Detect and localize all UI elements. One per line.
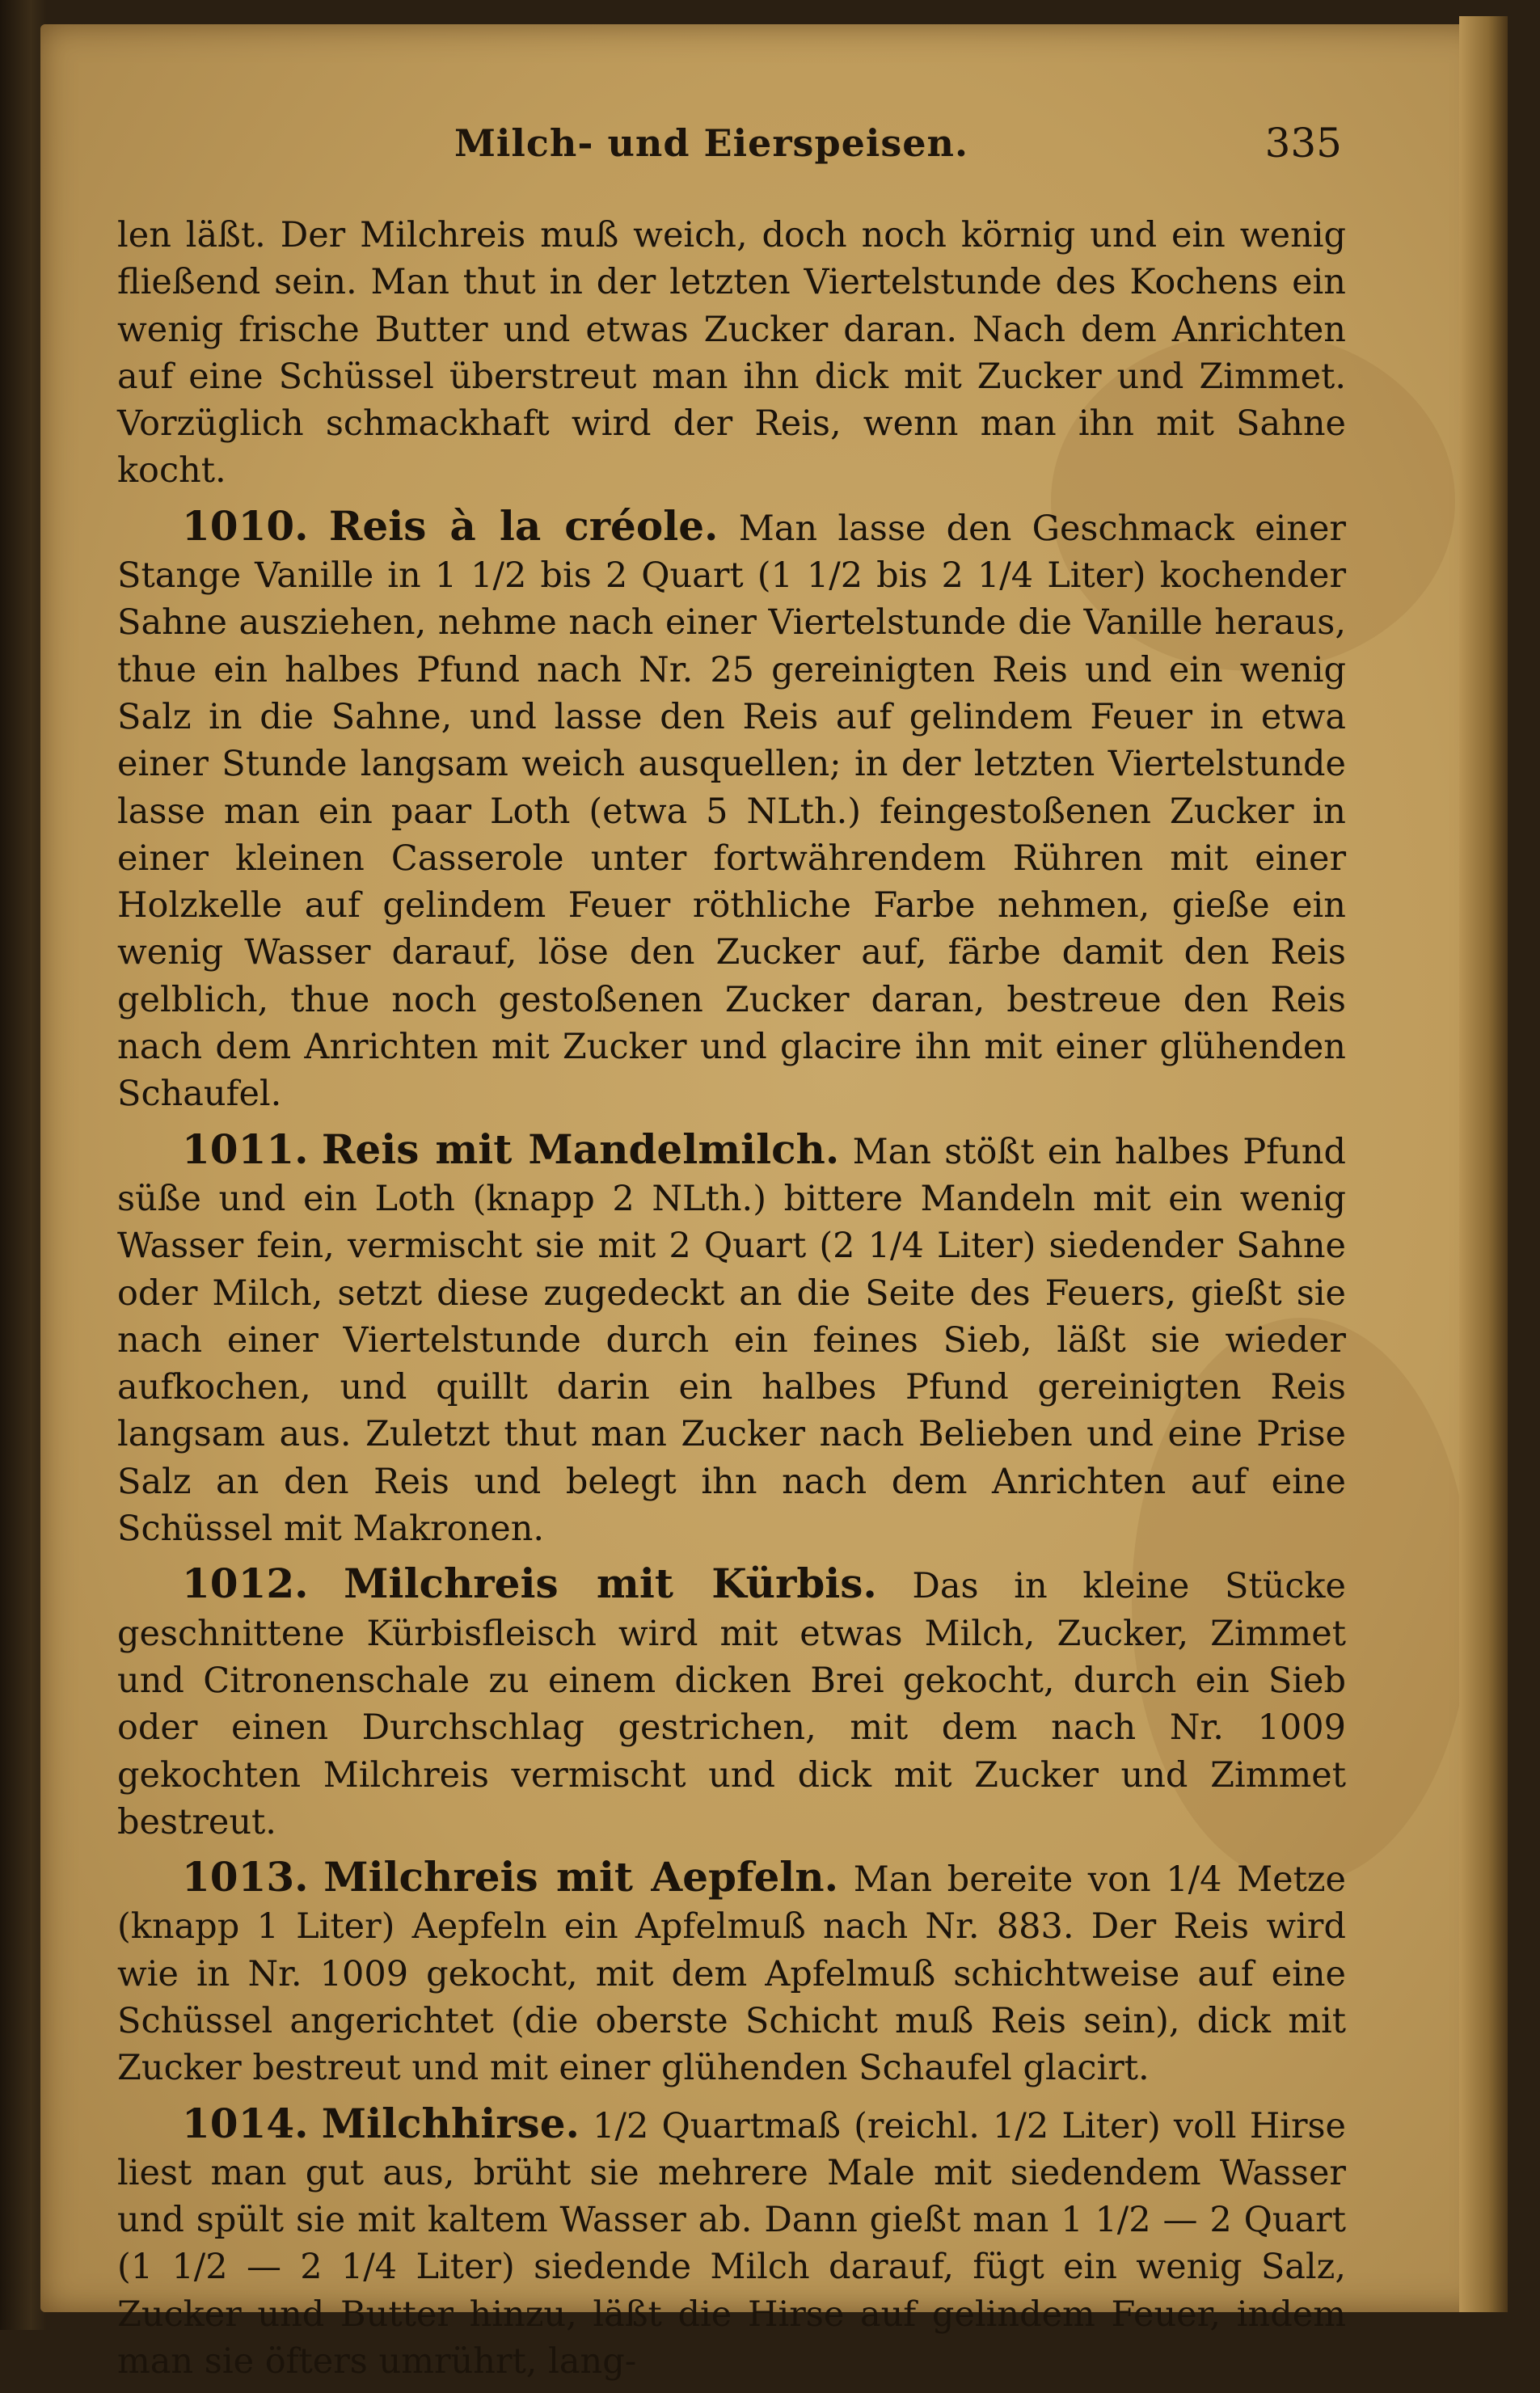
recipe-text: Das in kleine Stücke geschnittene Kürbisfleisch wird mit etwas Milch, Zucker, Zimmet und Citronenschale zu einem dicken Brei gekocht, durch ein Sieb oder einen Durchschlag gestrichen, mit dem nach Nr. 1009 gekochten Milchreis vermischt und dick mit Zucker und Zimmet bestreut. (117, 1566, 1346, 1842)
recipe-title: Milchreis mit Aepfeln. (323, 1853, 839, 1901)
recipe-text: Man bereite von 1/4 Metze (knapp 1 Liter) Aepfeln ein Apfelmuß nach Nr. 883. Der Reis wird wie in Nr. 1009 gekocht, mit dem Apfelmuß schichtweise auf eine Schüssel angerichtet (die oberste Schicht muß Reis sein), dick mit Zucker bestreut und mit einer glühenden Schaufel glacirt. (117, 1859, 1346, 2089)
page-number: 335 (1264, 120, 1342, 167)
recipe-number: 1012. (182, 1559, 309, 1608)
page-edge (1459, 16, 1508, 2312)
recipe-text: 1/2 Quartmaß (reichl. 1/2 Liter) voll Hirse liest man gut aus, brüht sie mehrere Male mit siedendem Wasser und spült sie mit kaltem Wasser ab. Dann gießt man 1 1/2 — 2 Quart (1 1/2 — 2 1/4 Liter) siedende Milch darauf, fügt ein wenig Salz, Zucker und Butter hinzu, läßt die Hirse auf gelindem Feuer, indem man sie öfters umrührt, lang- (117, 2105, 1347, 2382)
recipe-number: 1013. (182, 1853, 309, 1901)
page-header (81, 113, 1342, 178)
continuation-paragraph: len läßt. Der Milchreis muß weich, doch noch körnig und ein wenig fließend sein. Man thut in der letzten Viertelstunde des Kochens ein wenig frische Butter und etwas Zucker daran. Nach dem Anrichten auf eine Schüssel überstreut man ihn dick mit Zucker und Zimmet. Vorzüglich schmackhaft wird der Reis, wenn man ihn mit Sahne kocht. (117, 215, 1346, 492)
recipe-text: Man lasse den Geschmack einer Stange Vanille in 1 1/2 bis 2 Quart (1 1/2 bis 2 1/4 Liter) kochender Sahne ausziehen, nehme nach einer Viertelstunde die Vanille heraus, thue ein halbes Pfund nach Nr. 25 gereinigten Reis und ein wenig Salz in die Sahne, und lasse den Reis auf gelindem Feuer in etwa einer Stunde langsam weich ausquellen; in der letzten Viertelstunde lasse man ein paar Loth (etwa 5 NLth.) feingestoßenen Zucker in einer kleinen Casserole unter fortwährendem Rühren mit einer Holzkelle auf gelindem Feuer röthliche Farbe nehmen, gieße ein wenig Wasser darauf, löse den Zucker auf, färbe damit den Reis gelblich, thue noch gestoßenen Zucker daran, bestreue den Reis nach dem Anrichten mit Zucker und glacire ihn mit einer glühenden Schaufel. (117, 508, 1346, 1115)
recipe-1010 (117, 503, 1346, 1118)
recipe-title: Reis mit Mandelmilch. (321, 1125, 840, 1173)
recipe-text: Man stößt ein halbes Pfund süße und ein Loth (knapp 2 NLth.) bittere Mandeln mit ein wenig Wasser fein, vermischt sie mit 2 Quart (2 1/4 Liter) siedender Sahne oder Milch, setzt diese zugedeckt an die Seite des Feuers, gießt sie nach einer Viertelstunde durch ein feines Sieb, läßt sie wieder aufkochen, und quillt darin ein halbes Pfund gereinigten Reis langsam aus. Zuletzt thut man Zucker nach Belieben und eine Prise Salz an den Reis und belegt ihn nach dem Anrichten auf eine Schüssel mit Makronen. (117, 1131, 1346, 1550)
recipe-title: Reis à la créole. (328, 501, 719, 550)
recipe-number: 1011. (182, 1125, 309, 1173)
recipe-title: Milchhirse. (321, 2099, 580, 2147)
running-title: Milch- und Eierspeisen. (454, 121, 968, 165)
recipe-1014 (117, 2100, 1346, 2386)
recipe-1013 (117, 1854, 1346, 2091)
recipe-number: 1010. (182, 501, 309, 550)
recipe-1011 (117, 1126, 1346, 1553)
page-body (117, 212, 1346, 2393)
recipe-1012 (117, 1560, 1346, 1846)
recipe-title: Milchreis mit Kürbis. (344, 1559, 877, 1608)
recipe-number: 1014. (182, 2099, 309, 2147)
